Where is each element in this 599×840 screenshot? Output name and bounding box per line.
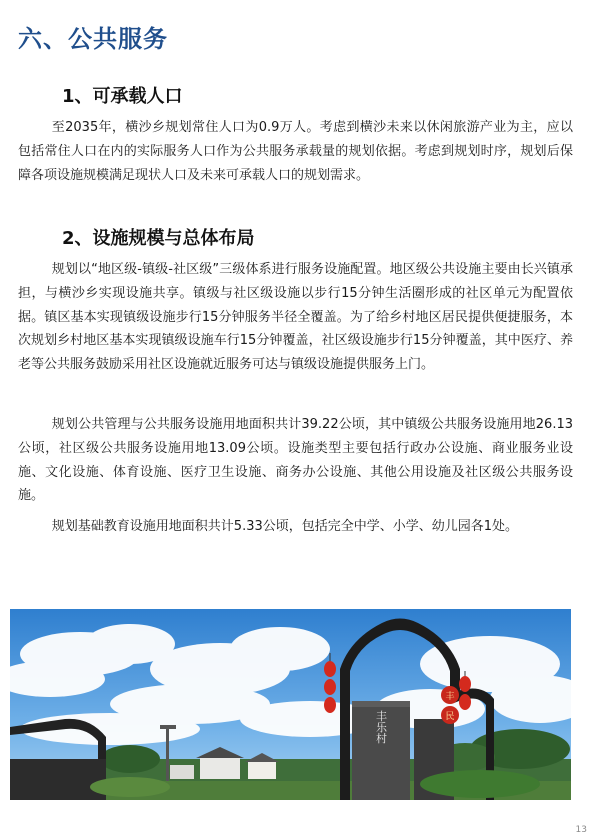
paragraph-facility-land: 规划公共管理与公共服务设施用地面积共计39.22公顷，其中镇级公共服务设施用地26.13公顷，社区级公共服务设施用地13.09公顷。设施类型主要包括行政办公设施、商业服务业设施、文化设施、体育设施、医疗卫生设施、商务办公设施、其他公用设施及社区级公共服务设施。: [18, 417, 573, 504]
svg-text:丰: 丰: [445, 692, 455, 702]
sign-text-left: 丰乐村: [374, 710, 388, 744]
village-gate-photo: [10, 609, 571, 800]
section-heading-population: 1、可承载人口: [62, 86, 183, 107]
svg-text:民: 民: [445, 712, 455, 722]
section-heading-facilities: 2、设施规模与总体布局: [62, 228, 255, 249]
paragraph-education-land: 规划基础教育设施用地面积共计5.33公顷，包括完全中学、小学、幼儿园各1处。: [51, 519, 519, 534]
page-number: 13: [575, 825, 587, 835]
page-title: 六、公共服务: [18, 25, 168, 53]
paragraph-population: 至2035年，横沙乡规划常住人口为0.9万人。考虑到横沙未来以休闲旅游产业为主，应以包括常住人口在内的实际服务人口作为公共服务承载量的规划依据。考虑到规划时序，规划后保障各项设施规模满足现状人口及未来可承载人口的规划需求。: [18, 120, 573, 183]
paragraph-facility-system: 规划以“地区级-镇级-社区级”三级体系进行服务设施配置。地区级公共设施主要由长兴镇承担，与横沙乡实现设施共享。镇级与社区级设施以步行15分钟生活圈形成的社区单元为配置依据。镇区基本实现镇级设施步行15分钟服务半径全覆盖。为了给乡村地区居民提供便捷服务，本次规划乡村地区基本实现镇级设施车行15分钟覆盖，社区级设施步行15分钟覆盖，其中医疗、养老等公共服务鼓励采用社区设施就近服务可达与镇级设施提供服务上门。: [18, 262, 573, 373]
